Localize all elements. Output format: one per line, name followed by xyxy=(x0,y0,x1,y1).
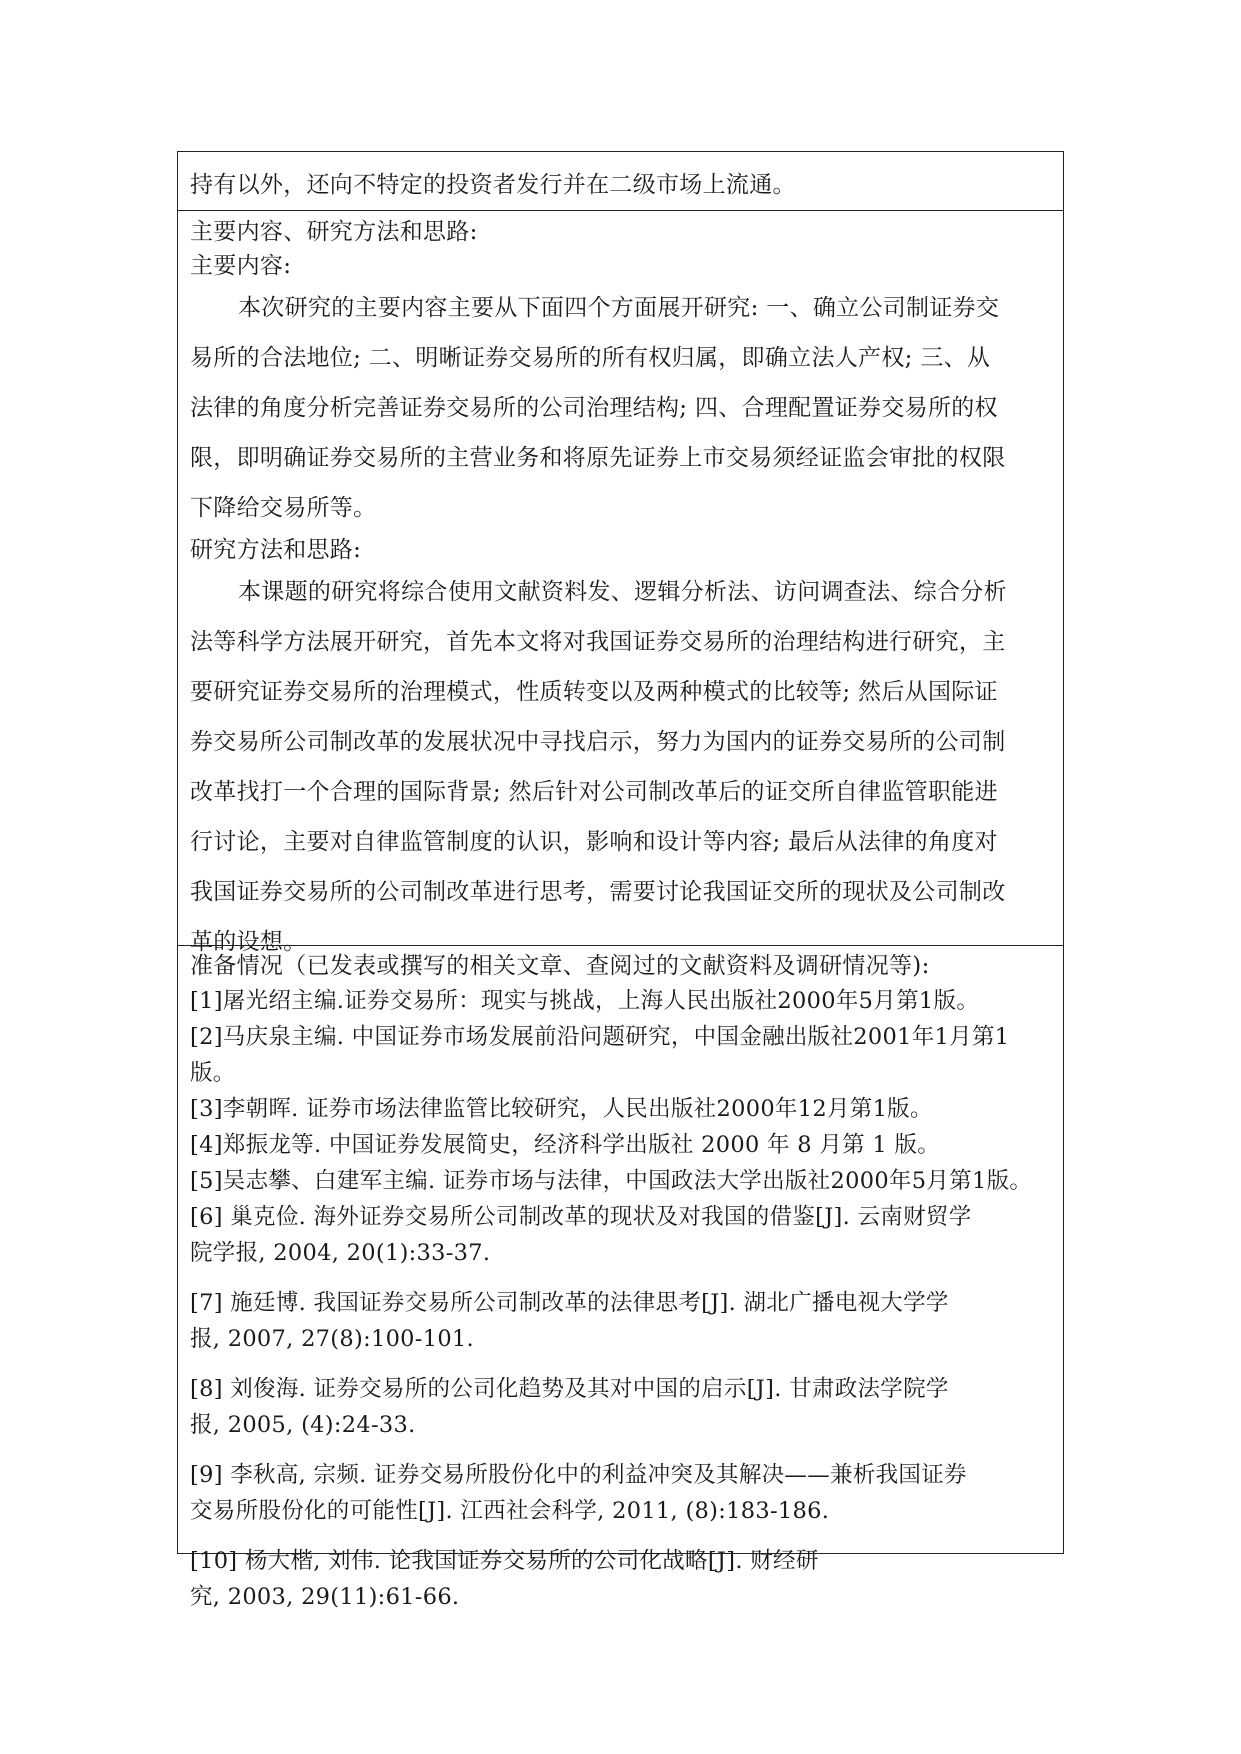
content-paragraph-line: 限，即明确证券交易所的主营业务和将原先证券上市交易须经证监会审批的权限 xyxy=(190,445,1006,471)
method-paragraph-line: 我国证券交易所的公司制改革进行思考，需要讨论我国证交所的现状及公司制改 xyxy=(190,879,1006,905)
reference-line: [6] 巢克俭. 海外证券交易所公司制改革的现状及对我国的借鉴[J]. 云南财贸学 xyxy=(190,1204,972,1230)
reference-line: [4]郑振龙等. 中国证券发展简史，经济科学出版社 2000 年 8 月第 1 版。 xyxy=(190,1132,941,1158)
table-row-continuation xyxy=(178,152,1063,210)
content-label: 主要内容: xyxy=(190,253,292,279)
reference-line: 报, 2005, (4):24-33. xyxy=(190,1412,416,1438)
reference-line: [9] 李秋高, 宗频. 证券交易所股份化中的利益冲突及其解决——兼析我国证券 xyxy=(190,1462,967,1488)
content-paragraph-line: 易所的合法地位; 二、明晰证券交易所的所有权归属，即确立法人产权; 三、从 xyxy=(190,345,991,371)
reference-line: [3]李朝晖. 证券市场法律监管比较研究，人民出版社2000年12月第1版。 xyxy=(190,1096,933,1122)
section-heading-preparation: 准备情况（已发表或撰写的相关文章、查阅过的文献资料及调研情况等): xyxy=(190,953,930,979)
method-paragraph-line: 革的设想。 xyxy=(190,929,307,955)
continuation-text: 持有以外，还向不特定的投资者发行并在二级市场上流通。 xyxy=(190,172,796,198)
method-paragraph-line: 券交易所公司制改革的发展状况中寻找启示，努力为国内的证券交易所的公司制 xyxy=(190,729,1006,755)
method-paragraph-line: 改革找打一个合理的国际背景; 然后针对公司制改革后的证交所自律监管职能进 xyxy=(190,779,998,805)
content-paragraph-line: 法律的角度分析完善证券交易所的公司治理结构; 四、合理配置证券交易所的权 xyxy=(190,395,998,421)
reference-line: 交易所股份化的可能性[J]. 江西社会科学, 2011, (8):183-186. xyxy=(190,1498,830,1524)
reference-line: [5]吴志攀、白建军主编. 证券市场与法律，中国政法大学出版社2000年5月第1版。 xyxy=(190,1168,1033,1194)
method-paragraph-line: 法等科学方法展开研究，首先本文将对我国证券交易所的治理结构进行研究，主 xyxy=(190,629,1006,655)
proposal-table xyxy=(177,151,1064,1610)
content-paragraph-line: 本次研究的主要内容主要从下面四个方面展开研究: 一、确立公司制证券交 xyxy=(238,295,1000,321)
reference-line: [10] 杨大楷, 刘伟. 论我国证券交易所的公司化战略[J]. 财经研 xyxy=(190,1548,819,1574)
content-paragraph-line: 下降给交易所等。 xyxy=(190,495,377,521)
section-heading-content-methods: 主要内容、研究方法和思路: xyxy=(190,219,478,245)
reference-line: [2]马庆泉主编. 中国证券市场发展前沿问题研究，中国金融出版社2001年1月第1 xyxy=(190,1024,1010,1050)
table-row-preparation xyxy=(178,945,1063,1610)
reference-line: 院学报, 2004, 20(1):33-37. xyxy=(190,1240,491,1266)
method-paragraph-line: 要研究证券交易所的治理模式，性质转变以及两种模式的比较等; 然后从国际证 xyxy=(190,679,998,705)
reference-line: [8] 刘俊海. 证券交易所的公司化趋势及其对中国的启示[J]. 甘肃政法学院学 xyxy=(190,1376,949,1402)
method-paragraph-line: 行讨论，主要对自律监管制度的认识，影响和设计等内容; 最后从法律的角度对 xyxy=(190,829,998,855)
reference-line: 报, 2007, 27(8):100-101. xyxy=(190,1326,474,1352)
reference-line: 究, 2003, 29(11):61-66. xyxy=(190,1584,460,1610)
reference-line: 版。 xyxy=(190,1060,236,1086)
method-paragraph-line: 本课题的研究将综合使用文献资料发、逻辑分析法、访问调查法、综合分析 xyxy=(238,579,1007,605)
table-row-content-methods xyxy=(178,210,1063,955)
method-label: 研究方法和思路: xyxy=(190,537,362,563)
reference-gap xyxy=(190,1443,1051,1457)
reference-gap xyxy=(190,1357,1051,1371)
reference-gap xyxy=(190,1529,1051,1543)
reference-line: [1]屠光绍主编.证券交易所：现实与挑战，上海人民出版社2000年5月第1版。 xyxy=(190,988,980,1014)
reference-line: [7] 施廷博. 我国证券交易所公司制改革的法律思考[J]. 湖北广播电视大学学 xyxy=(190,1290,949,1316)
reference-gap xyxy=(190,1271,1051,1285)
